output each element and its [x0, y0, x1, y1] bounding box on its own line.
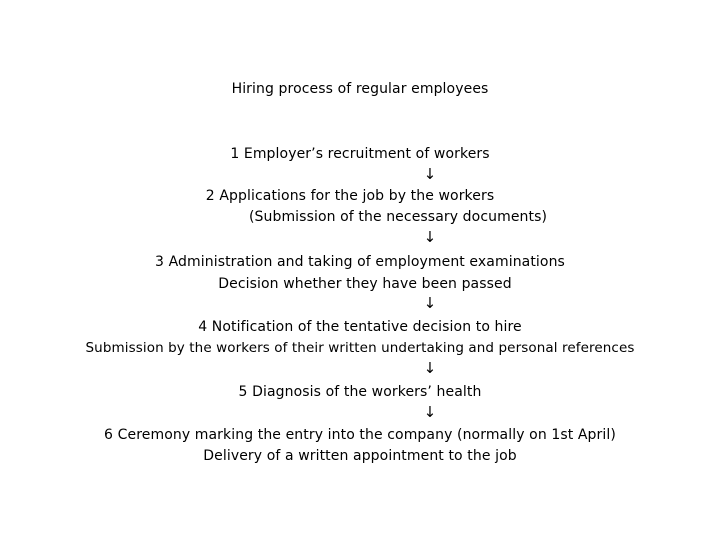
step-3-line-1: 3 Administration and taking of employment examinations — [155, 254, 565, 270]
flow-arrow-icon: ↓ — [423, 165, 437, 183]
flow-arrow-icon: ↓ — [423, 228, 437, 246]
step-6-line-1: 6 Ceremony marking the entry into the company (normally on 1st April) — [104, 427, 616, 443]
step-5-line-1: 5 Diagnosis of the workers’ health — [238, 384, 482, 400]
step-6-line-2: Delivery of a written appointment to the job — [203, 448, 517, 464]
step-4-line-1: 4 Notification of the tentative decision to hire — [198, 319, 522, 335]
step-4-line-2: Submission by the workers of their written undertaking and personal references — [85, 340, 635, 356]
step-1-line-1: 1 Employer’s recruitment of workers — [230, 146, 490, 162]
flow-arrow-icon: ↓ — [423, 294, 437, 312]
step-3-line-2: Decision whether they have been passed — [218, 276, 512, 292]
step-2-line-1: 2 Applications for the job by the workers — [205, 188, 495, 204]
flow-arrow-icon: ↓ — [423, 359, 437, 377]
step-2-line-2: (Submission of the necessary documents) — [248, 209, 548, 225]
flow-arrow-icon: ↓ — [423, 403, 437, 421]
diagram-title: Hiring process of regular employees — [231, 81, 489, 97]
